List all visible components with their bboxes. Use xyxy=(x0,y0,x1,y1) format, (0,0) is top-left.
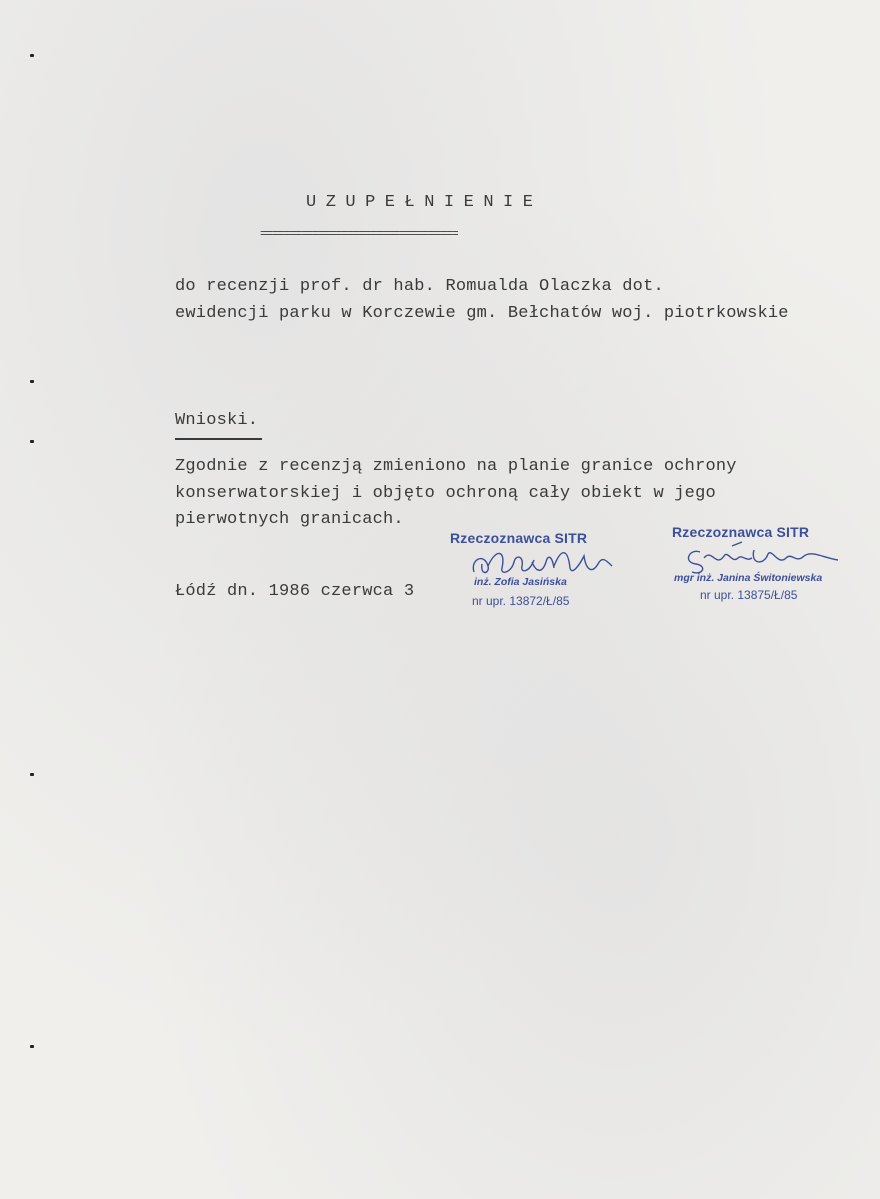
expert-stamp-2 xyxy=(668,522,868,612)
date-line: Łódź dn. 1986 czerwca 3 xyxy=(175,582,415,601)
stamp-number: nr upr. 13872/Ł/85 xyxy=(472,594,570,608)
body-line-3: pierwotnych granicach. xyxy=(175,510,404,529)
document-title: UZUPEŁNIENIE xyxy=(306,193,543,212)
binder-hole-mark xyxy=(30,380,34,383)
binder-hole-mark xyxy=(30,1045,34,1048)
stamp-heading: Rzeczoznawca SITR xyxy=(450,530,588,546)
body-line-1: Zgodnie z recenzją zmieniono na planie granice ochrony xyxy=(175,457,737,476)
stamp-name: mgr inż. Janina Świtoniewska xyxy=(674,572,823,584)
heading-underline xyxy=(175,438,262,440)
binder-hole-mark xyxy=(30,773,34,776)
section-heading: Wnioski. xyxy=(175,411,259,430)
title-double-rule: ================================== xyxy=(260,227,458,241)
stamp-number: nr upr. 13875/Ł/85 xyxy=(700,588,798,602)
stamp-name: inż. Zofia Jasińska xyxy=(474,576,567,588)
intro-line-2: ewidencji parku w Korczewie gm. Bełchatów woj. piotrkowskie xyxy=(175,304,789,323)
expert-stamp-1 xyxy=(448,528,638,618)
intro-line-1: do recenzji prof. dr hab. Romualda Olaczka dot. xyxy=(175,277,664,296)
binder-hole-mark xyxy=(30,54,34,57)
body-line-2: konserwatorskiej i objęto ochroną cały obiekt w jego xyxy=(175,484,716,503)
binder-hole-mark xyxy=(30,440,34,443)
stamp-heading: Rzeczoznawca SITR xyxy=(672,524,810,540)
